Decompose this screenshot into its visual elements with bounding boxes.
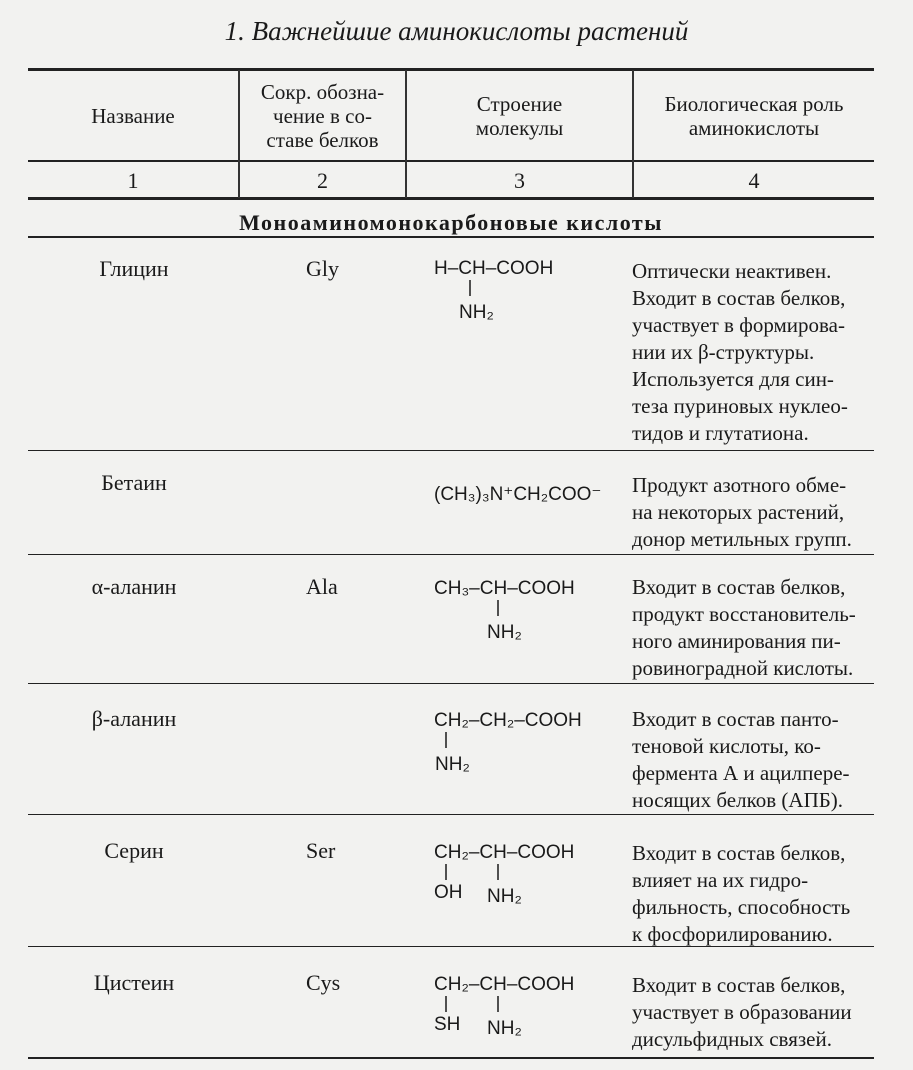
header-name-text: Название: [91, 103, 175, 128]
row-name: β-аланин: [91, 706, 177, 731]
role-line: влияет на их гидро-: [632, 868, 809, 892]
formula-main: CH₂–CH₂–COOH: [434, 710, 582, 731]
formula-main: H–CH–COOH: [434, 258, 554, 279]
header-abbr-line: чение в со-: [273, 103, 372, 128]
role-line: на некоторых растений,: [632, 500, 845, 524]
row-role: [632, 840, 872, 948]
row-role: [632, 472, 872, 553]
row-divider: [28, 814, 874, 815]
role-line: нии их β-структуры.: [632, 340, 815, 364]
row-role: [632, 574, 872, 682]
role-line: донор метильных групп.: [632, 527, 852, 551]
numbers-rule: [28, 197, 874, 200]
row-abbr: Gly: [306, 256, 339, 281]
row-role: [632, 258, 872, 447]
formula-sub: NH₂: [459, 302, 494, 323]
section-title: Моноаминомонокарбоновые кислоты: [239, 210, 663, 235]
formula-sub: SH: [434, 1014, 461, 1035]
role-line: дисульфидных связей.: [632, 1027, 832, 1051]
row-abbr: Ala: [306, 574, 338, 599]
header-role-line: Биологическая роль: [664, 91, 844, 116]
formula-cysteine: [432, 968, 632, 1048]
formula-main: CH₂–CH–COOH: [434, 842, 575, 863]
row-name: α-аланин: [91, 574, 177, 599]
formula-main: CH₂–CH–COOH: [434, 974, 575, 995]
role-line: Входит в состав панто-: [632, 707, 839, 731]
header-structure: [407, 71, 632, 160]
column-number: 4: [748, 168, 760, 193]
row-abbr: Ser: [306, 838, 336, 863]
role-line: фильность, способность: [632, 895, 851, 919]
header-abbr: [240, 71, 405, 160]
formula-betaine: [432, 468, 632, 518]
role-line: участвует в образовании: [632, 1000, 852, 1024]
role-line: тидов и глутатиона.: [632, 421, 809, 445]
row-divider: [28, 450, 874, 451]
role-line: Входит в состав белков,: [632, 841, 846, 865]
header-structure-line: молекулы: [475, 115, 564, 140]
formula-alpha-alanine: [432, 572, 632, 652]
formula-beta-alanine: [432, 704, 632, 784]
role-line: ного аминирования пи-: [632, 629, 841, 653]
formula-glycine: [432, 252, 632, 332]
row-abbr: Cys: [306, 970, 341, 995]
formula-main: (CH₃)₃N⁺CH₂COO⁻: [434, 484, 602, 505]
role-line: Входит в состав белков,: [632, 286, 846, 310]
row-role: [632, 706, 872, 814]
header-role: [634, 71, 874, 160]
header-abbr-line: Сокр. обозна-: [260, 79, 385, 104]
row-divider: [28, 554, 874, 555]
section-rule: [28, 236, 874, 238]
header-structure-line: Строение: [476, 91, 563, 116]
row-name: Серин: [104, 838, 164, 863]
column-number: 3: [514, 168, 525, 193]
header-rule: [28, 160, 874, 162]
role-line: Входит в состав белков,: [632, 973, 846, 997]
row-divider: [28, 683, 874, 684]
role-line: носящих белков (АПБ).: [632, 788, 844, 812]
role-line: фермента А и ацилпере-: [632, 761, 850, 785]
header-abbr-line: ставе белков: [266, 127, 379, 152]
formula-serine: [432, 836, 632, 916]
role-line: продукт восстановитель-: [632, 602, 856, 626]
formula-sub: NH₂: [435, 754, 470, 775]
formula-sub: NH₂: [487, 886, 522, 907]
formula-main: CH₃–CH–COOH: [434, 578, 575, 599]
row-name: Бетаин: [101, 470, 167, 495]
role-line: теновой кислоты, ко-: [632, 734, 821, 758]
role-line: Оптически неактивен.: [632, 259, 832, 283]
column-number: 1: [127, 168, 139, 193]
formula-sub: NH₂: [487, 622, 522, 643]
formula-sub: OH: [434, 882, 463, 903]
role-line: Входит в состав белков,: [632, 575, 846, 599]
role-line: Продукт азотного обме-: [632, 473, 847, 497]
role-line: Используется для син-: [632, 367, 834, 391]
header-name: [28, 71, 238, 160]
column-number: 2: [317, 168, 328, 193]
role-line: ровиноградной кислоты.: [632, 656, 854, 680]
table-bottom-rule: [28, 1057, 874, 1059]
table-title: 1. Важнейшие аминокислоты растений: [224, 16, 689, 46]
role-line: теза пуриновых нуклео-: [632, 394, 848, 418]
row-name: Глицин: [99, 256, 169, 281]
role-line: к фосфорилированию.: [632, 922, 833, 946]
row-name: Цистеин: [93, 970, 175, 995]
header-role-line: аминокислоты: [688, 115, 820, 140]
formula-sub: NH₂: [487, 1018, 522, 1039]
role-line: участвует в формирова-: [632, 313, 845, 337]
row-role: [632, 972, 872, 1053]
